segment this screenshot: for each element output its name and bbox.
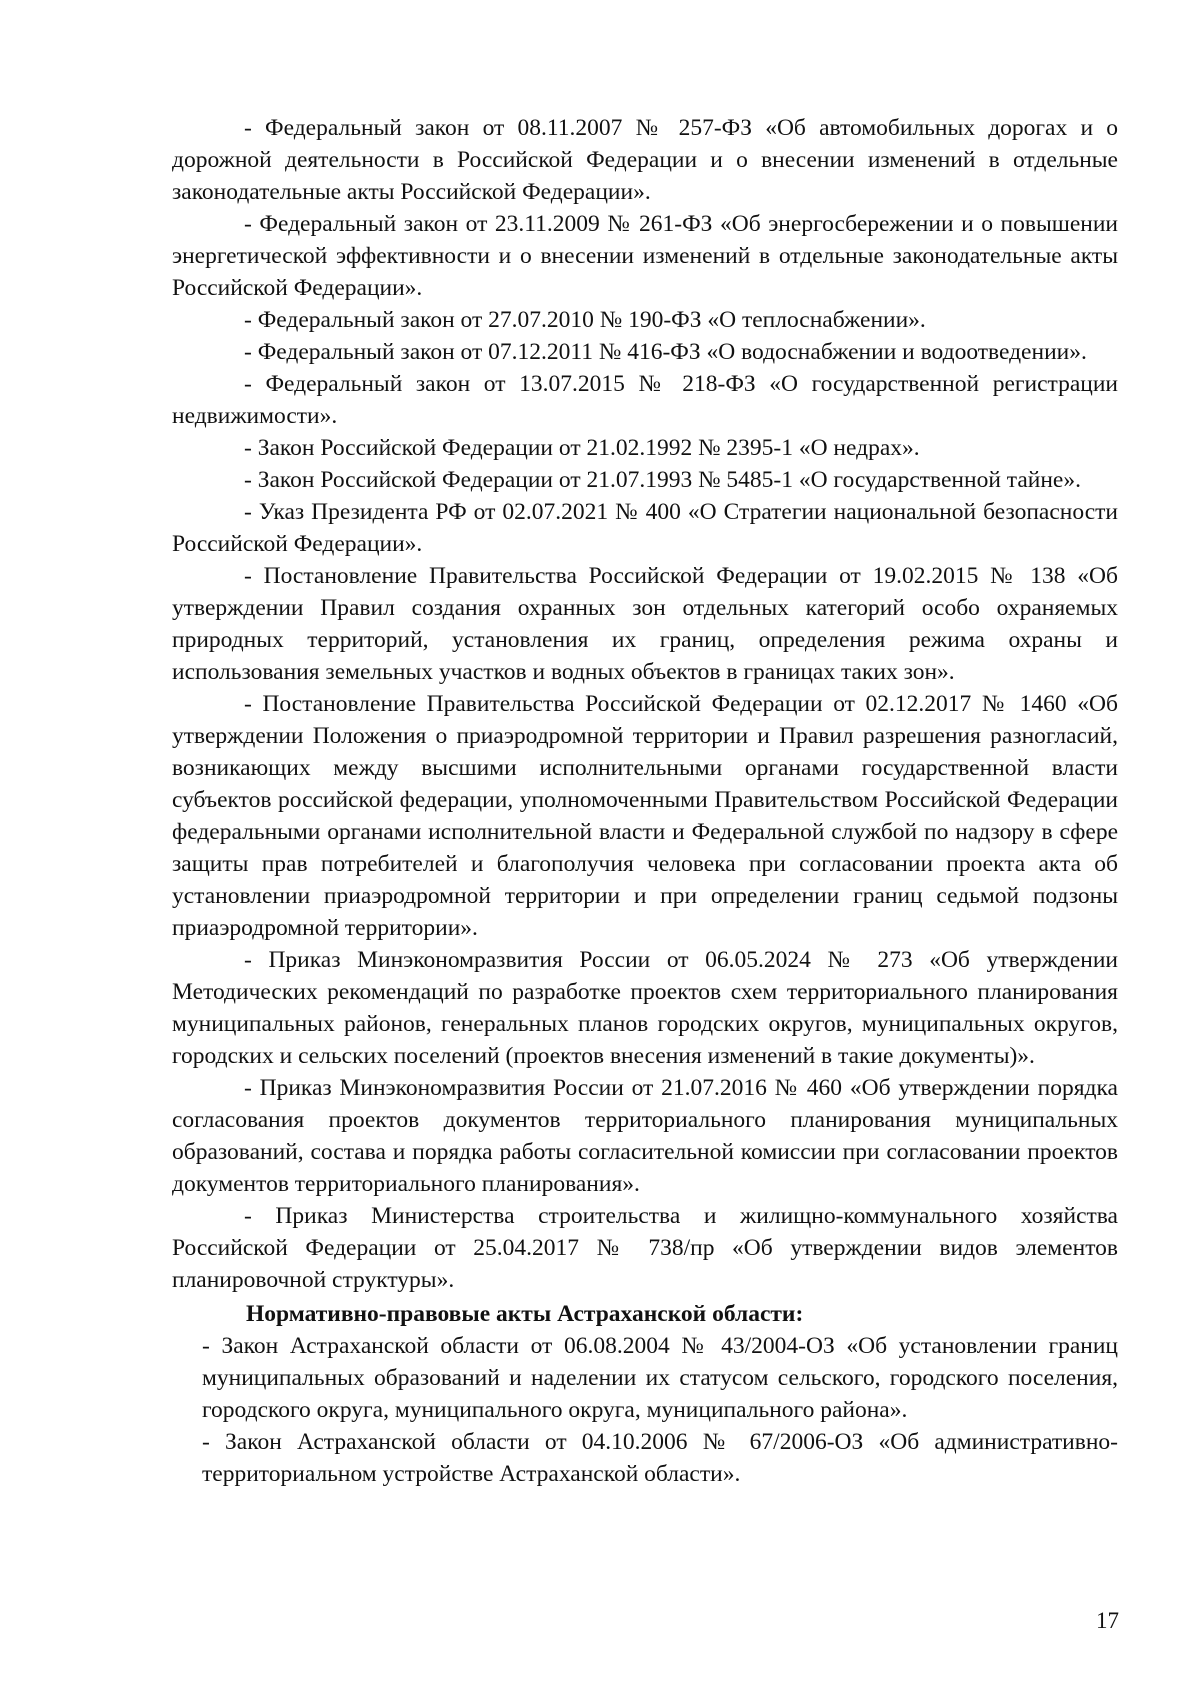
list-item-resolution-138: - Постановление Правительства Российской Федерации от 19.02.2015 № 138 «Об утверждении Правил создания охранных зон отдельных категорий особо охраняемых природных территорий, установления их границ, определения режима охраны и использования земельных участков и водных объектов в границах таких зон». xyxy=(172,563,1118,685)
list-item-law-2395-1: - Закон Российской Федерации от 21.02.1992 № 2395-1 «О недрах». xyxy=(244,435,920,461)
list-item-order-460: - Приказ Минэкономразвития России от 21.07.2016 № 460 «Об утверждении порядка согласования проектов документов территориального планирования муниципальных образований, состава и порядка работы согласительной комиссии при согласовании проектов документов территориального планирования». xyxy=(172,1075,1118,1197)
page-number: 17 xyxy=(1096,1608,1119,1633)
list-item-resolution-1460: - Постановление Правительства Российской Федерации от 02.12.2017 № 1460 «Об утверждении Положения о приаэродромной территории и Правил разрешения разногласий, возникающих между высшими исполнительными органами государственной власти субъектов российской федерации, уполномоченными Правительством Российской Федерации федеральными органами исполнительной власти и Федеральной службой по надзору в сфере защиты прав потребителей и благополучия человека при согласовании проекта акта об установлении приаэродромной территории и при определении границ седьмой подзоны приаэродромной территории». xyxy=(172,691,1118,941)
list-item-decree-400: - Указ Президента РФ от 02.07.2021 № 400 «О Стратегии национальной безопасности Российской Федерации». xyxy=(172,499,1118,557)
list-item-federal-law-257: - Федеральный закон от 08.11.2007 № 257-ФЗ «Об автомобильных дорогах и о дорожной деятельности в Российской Федерации и о внесении изменений в отдельные законодательные акты Российской Федерации». xyxy=(172,115,1118,205)
list-item-order-738: - Приказ Министерства строительства и жилищно-коммунального хозяйства Российской Федерации от 25.04.2017 № 738/пр «Об утверждении видов элементов планировочной структуры». xyxy=(172,1203,1118,1293)
list-item-regional-law-43: - Закон Астраханской области от 06.08.2004 № 43/2004-ОЗ «Об установлении границ муниципальных образований и наделении их статусом сельского, городского поселения, городского округа, муниципального округа, муниципального района». xyxy=(202,1333,1118,1423)
list-item-order-273: - Приказ Минэкономразвития России от 06.05.2024 № 273 «Об утверждении Методических рекомендаций по разработке проектов схем территориального планирования муниципальных районов, генеральных планов городских округов, муниципальных округов, городских и сельских поселений (проектов внесения изменений в такие документы)». xyxy=(172,947,1118,1069)
regional-acts-heading: Нормативно-правовые акты Астраханской области: xyxy=(246,1301,804,1327)
list-item-federal-law-190: - Федеральный закон от 27.07.2010 № 190-ФЗ «О теплоснабжении». xyxy=(244,307,926,333)
list-item-federal-law-416: - Федеральный закон от 07.12.2011 № 416-ФЗ «О водоснабжении и водоотведении». xyxy=(244,339,1087,365)
list-item-federal-law-261: - Федеральный закон от 23.11.2009 № 261-ФЗ «Об энергосбережении и о повышении энергетической эффективности и о внесении изменений в отдельные законодательные акты Российской Федерации». xyxy=(172,211,1118,301)
list-item-regional-law-67: - Закон Астраханской области от 04.10.2006 № 67/2006-ОЗ «Об административно-территориальном устройстве Астраханской области». xyxy=(202,1429,1118,1487)
page-body xyxy=(172,112,1118,1490)
list-item-federal-law-218: - Федеральный закон от 13.07.2015 № 218-ФЗ «О государственной регистрации недвижимости». xyxy=(172,371,1118,429)
list-item-law-5485-1: - Закон Российской Федерации от 21.07.1993 № 5485-1 «О государственной тайне». xyxy=(244,467,1081,493)
